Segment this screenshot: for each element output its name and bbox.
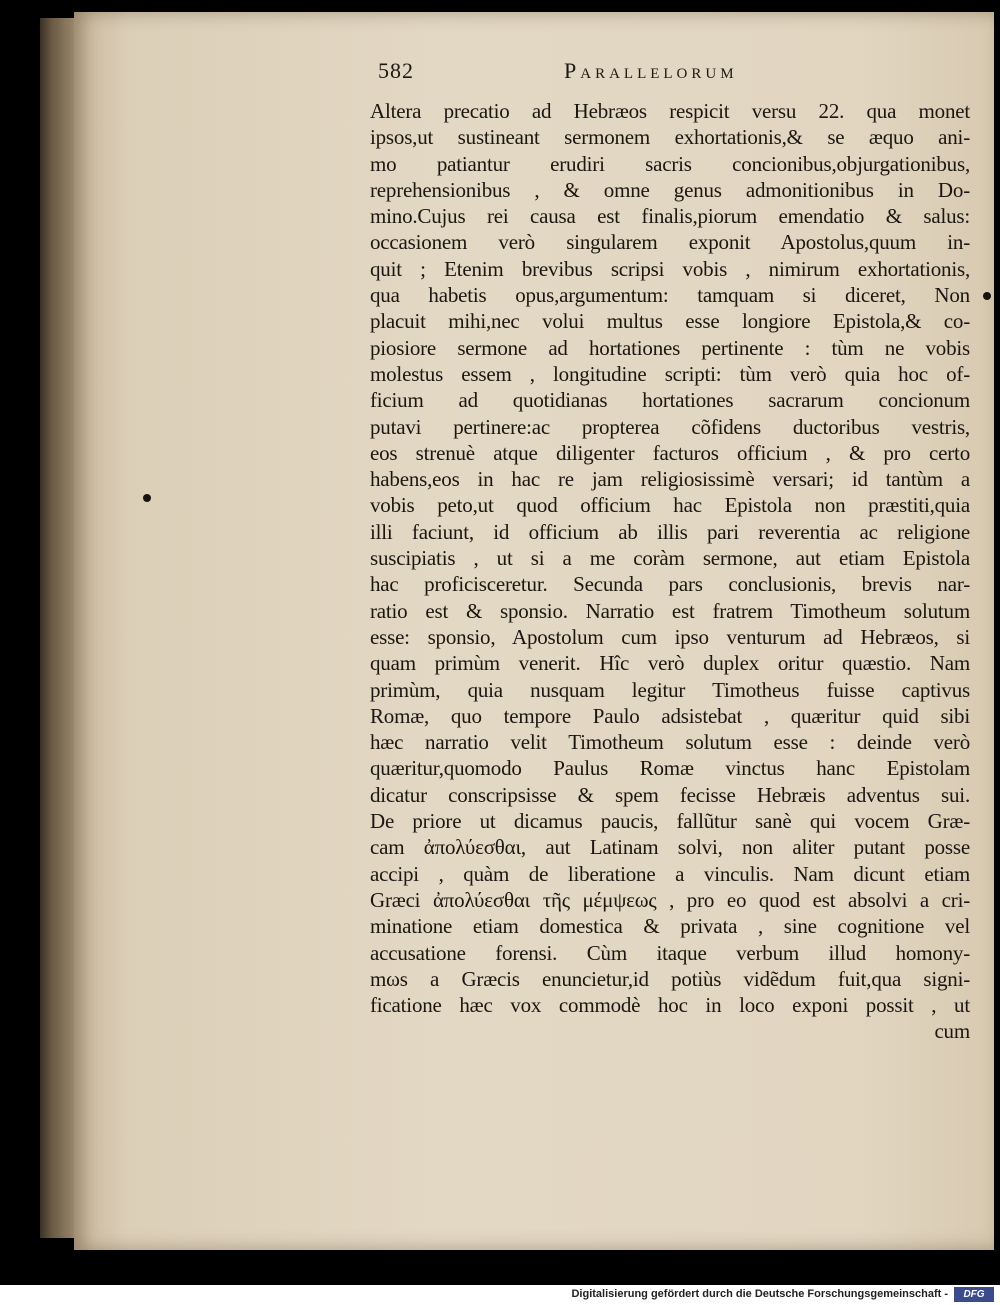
text-line: ipsos,ut sustineant sermonem exhortationis,& se æquo ani- <box>370 125 970 150</box>
page-number: 582 <box>378 58 414 83</box>
page-header <box>378 58 848 92</box>
text-line: putavi pertinere:ac propterea cõfidens ductoribus vestris, <box>370 414 970 439</box>
catchword: cum <box>934 1019 970 1044</box>
text-line: placuit mihi,nec volui multus esse longiore Epistola,& co- <box>370 309 970 334</box>
text-line: De priore ut dicamus paucis, fallũtur sanè qui vocem Græ- <box>370 809 970 834</box>
text-line: primùm, quia nusquam legitur Timotheus fuisse captivus <box>370 677 970 702</box>
text-line: cam ἀπολύεσθαι, aut Latinam solvi, non aliter putant posse <box>370 835 970 860</box>
ink-spot <box>143 494 151 502</box>
text-line: suscipiatis , ut si a me coràm sermone, aut etiam Epistola <box>370 546 970 571</box>
ink-spot <box>983 292 991 300</box>
text-line: reprehensionibus , & omne genus admonitionibus in Do- <box>370 177 970 202</box>
text-line: molestus essem , longitudine scripti: tùm verò quia hoc of- <box>370 361 970 386</box>
funding-credit: Digitalisierung gefördert durch die Deutsche Forschungsgemeinschaft - <box>571 1288 948 1300</box>
text-line: illi faciunt, id officium ab illis pari reverentia ac religione <box>370 519 970 544</box>
text-line: accipi , quàm de liberatione a vinculis. Nam dicunt etiam <box>370 861 970 886</box>
text-line: Græci ἀπολύεσθαι τῆς μέμψεως , pro eo quod est absolvi a cri- <box>370 887 970 912</box>
text-line: quæritur,quomodo Paulus Romæ vinctus hanc Epistolam <box>370 756 970 781</box>
text-line: Romæ, quo tempore Paulo adsistebat , quæritur quid sibi <box>370 703 970 728</box>
text-line: quit ; Etenim brevibus scripsi vobis , nimirum exhortationis, <box>370 256 970 281</box>
text-line: quam primùm venerit. Hîc verò duplex oritur quæstio. Nam <box>370 651 970 676</box>
text-line: ficium ad quotidianas hortationes sacrarum concionum <box>370 388 970 413</box>
running-title: Parallelorum <box>564 58 738 83</box>
text-line: mo patiantur erudiri sacris concionibus,objurgationibus, <box>370 151 970 176</box>
text-line: minatione etiam domestica & privata , sine cognitione vel <box>370 914 970 939</box>
text-line: ficatione hæc vox commodè hoc in loco exponi possit , ut <box>370 993 970 1018</box>
text-block <box>370 98 970 1045</box>
text-line: eos strenuè atque diligenter facturos officium , & pro certo <box>370 440 970 465</box>
text-line: hac proficisceretur. Secunda pars conclusionis, brevis nar- <box>370 572 970 597</box>
text-line: esse: sponsio, Apostolum cum ipso venturum ad Hebræos, si <box>370 624 970 649</box>
text-line: ratio est & sponsio. Narratio est fratrem Timotheum solutum <box>370 598 970 623</box>
text-line: vobis peto,ut quod officium hac Epistola non præstiti,quia <box>370 493 970 518</box>
text-line: hæc narratio velit Timotheum solutum esse : deinde verò <box>370 730 970 755</box>
text-line: habens,eos in hac re jam religiosissimè versari; id tantùm a <box>370 467 970 492</box>
text-line: qua habetis opus,argumentum: tamquam si diceret, Non <box>370 283 970 308</box>
text-line: dicatur conscripsisse & spem fecisse Hebræis adventus sui. <box>370 782 970 807</box>
text-line: mωs a Græcis enuncietur,id potiùs vidẽdum fuit,qua signi- <box>370 966 970 991</box>
text-line: piosiore sermone ad hortationes pertinente : tùm ne vobis <box>370 335 970 360</box>
footer-bar <box>0 1285 1000 1305</box>
text-line: mino.Cujus rei causa est finalis,piorum emendatio & salus: <box>370 204 970 229</box>
text-line: accusatione forensi. Cùm itaque verbum illud homony- <box>370 940 970 965</box>
text-line: Altera precatio ad Hebræos respicit versu 22. qua monet <box>370 99 970 123</box>
dfg-logo: DFG <box>954 1287 994 1302</box>
text-line: occasionem verò singularem exponit Apostolus,quum in- <box>370 230 970 255</box>
